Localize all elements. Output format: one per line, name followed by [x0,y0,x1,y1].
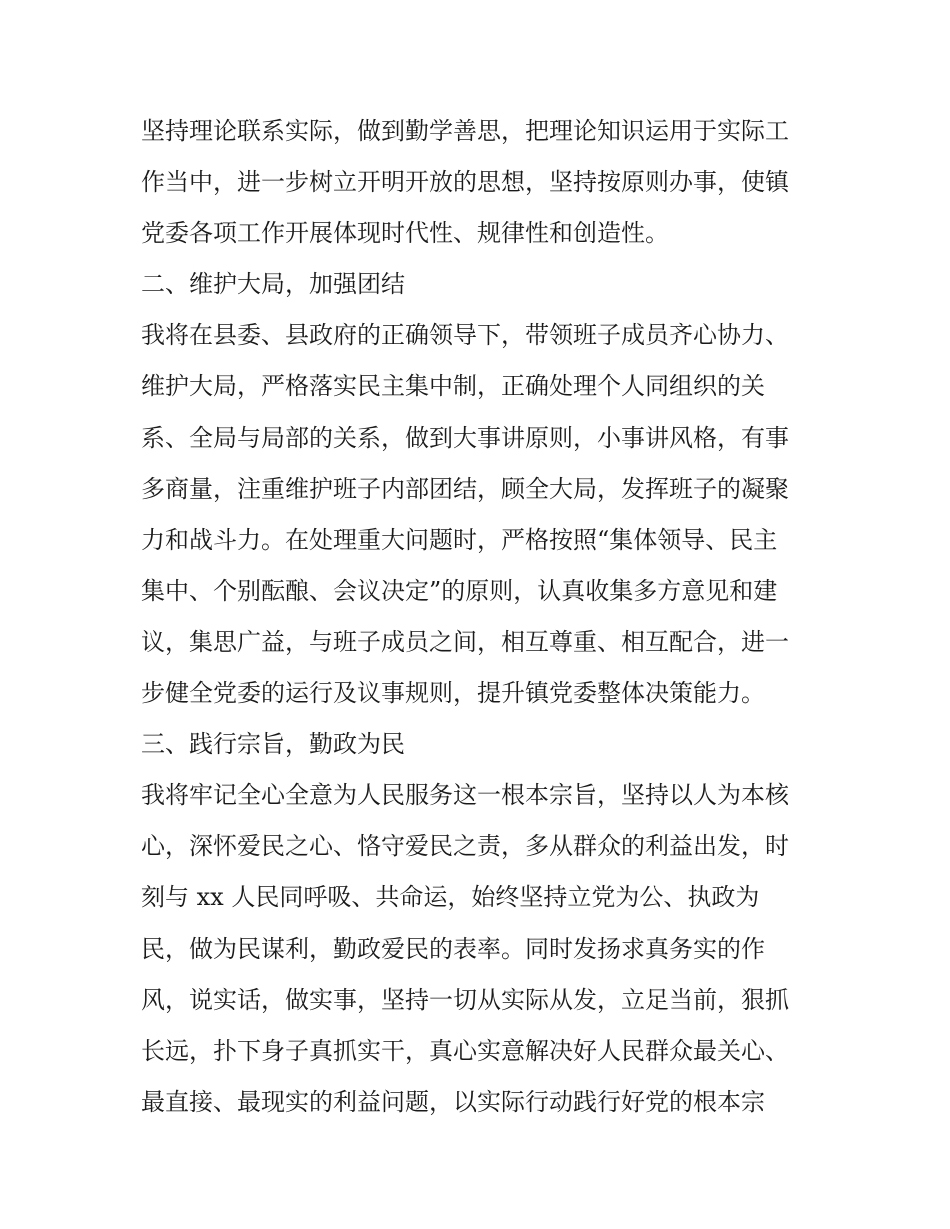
body-text-line: 风，说实话，做实事，坚持一切从实际从发，立足当前，狠抓 [141,985,789,1014]
body-text-line: 议，集思广益，与班子成员之间，相互尊重、相互配合，进一 [141,627,789,656]
body-text-line: 坚持理论联系实际，做到勤学善思，把理论知识运用于实际工 [141,117,789,145]
body-text-line: 维护大局，严格落实民主集中制，正确处理个人同组织的关 [141,372,765,401]
body-text-line: 力和战斗力。在处理重大问题时，严格按照“集体领导、民主 [141,525,778,554]
body-text-line: 长远，扑下身子真抓实干，真心实意解决好人民群众最关心、 [141,1036,789,1065]
body-text-line: 心，深怀爱民之心、恪守爱民之责，多从群众的利益出发，时 [141,832,789,861]
section-heading: 三、践行宗旨，勤政为民 [141,730,405,759]
body-text-line: 民，做为民谋利，勤政爱民的表率。同时发扬求真务实的作 [141,934,765,963]
section-heading: 二、维护大局，加强团结 [141,270,405,299]
body-text-line: 最直接、最现实的利益问题，以实际行动践行好党的根本宗 [141,1087,765,1116]
body-text-line: 作当中，进一步树立开明开放的思想，坚持按原则办事，使镇 [141,168,789,197]
body-text-line: 系、全局与局部的关系，做到大事讲原则，小事讲风格，有事 [141,423,789,452]
body-text-line: 我将牢记全心全意为人民服务这一根本宗旨，坚持以人为本核 [141,781,789,810]
body-text-line: 我将在县委、县政府的正确领导下，带领班子成员齐心协力、 [141,321,789,350]
body-text-line: 集中、个别酝酿、会议决定”的原则，认真收集多方意见和建 [141,576,778,605]
document-body [141,106,821,1128]
body-text-line: 刻与 xx 人民同呼吸、共命运，始终坚持立党为公、执政为 [141,883,760,912]
body-text-line: 步健全党委的运行及议事规则，提升镇党委整体决策能力。 [141,679,765,708]
body-text-line: 多商量，注重维护班子内部团结，顾全大局，发挥班子的凝聚 [141,474,789,503]
body-text-line: 党委各项工作开展体现时代性、规律性和创造性。 [141,219,669,248]
